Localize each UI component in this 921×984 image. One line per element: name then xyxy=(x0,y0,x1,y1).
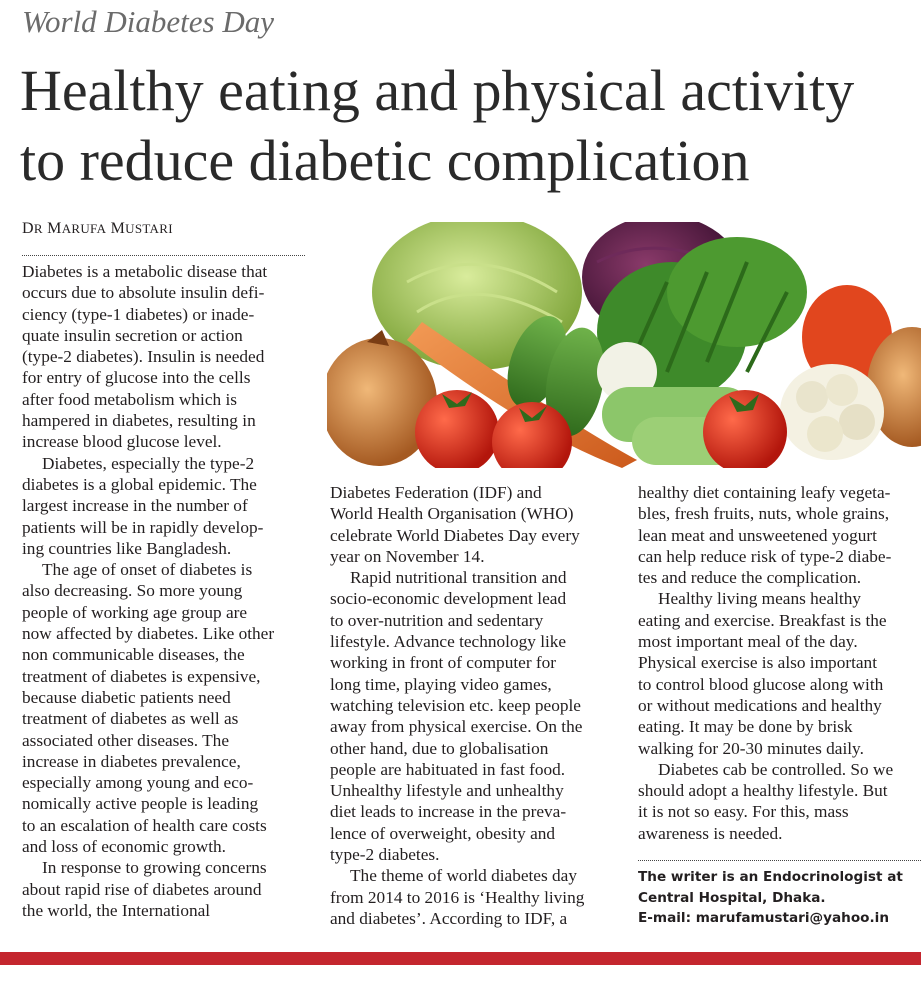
col2-line: long time, playing video games, xyxy=(330,674,552,694)
col1-line: and loss of economic growth. xyxy=(22,837,226,857)
col1-line: quate insulin secretion or action xyxy=(22,325,243,345)
col2-line: from 2014 to 2016 is ‘Healthy living xyxy=(330,887,585,907)
byline-initial-m1: M xyxy=(47,220,62,237)
col1-line: for entry of glucose into the cells xyxy=(22,368,251,388)
col1-line: especially among young and eco- xyxy=(22,773,254,793)
col1-line: non communicable diseases, the xyxy=(22,645,245,665)
col2-line: to over-nutrition and sedentary xyxy=(330,610,544,630)
col3-line: most important meal of the day. xyxy=(638,632,858,652)
col1-line: now affected by diabetes. Like other xyxy=(22,624,275,644)
col1-line: treatment of diabetes as well as xyxy=(22,709,239,729)
col2-line: World Health Organisation (WHO) xyxy=(330,504,574,524)
col2-line: type-2 diabetes. xyxy=(330,845,440,865)
col2-line: away from physical exercise. On the xyxy=(330,717,583,737)
vegetables-photo xyxy=(327,222,921,468)
col2-line: other hand, due to globalisation xyxy=(330,738,549,758)
article-headline xyxy=(20,56,921,196)
vegetables-illustration xyxy=(327,222,921,468)
col1-line: because diabetic patients need xyxy=(22,687,231,707)
col1-line: hampered in diabetes, resulting in xyxy=(22,411,256,431)
col3-line: Healthy living means healthy xyxy=(658,589,862,609)
col1-line: diabetes is a global epidemic. The xyxy=(22,474,257,494)
col3-line: to control blood glucose along with xyxy=(638,674,884,694)
col1-line: occurs due to absolute insulin defi- xyxy=(22,283,265,303)
credit-email: E-mail: marufamustari@yahoo.in xyxy=(638,910,890,926)
col1-line: The age of onset of diabetes is xyxy=(42,560,253,580)
headline-line-2: to reduce diabetic complication xyxy=(20,128,750,193)
col3-line: Diabetes cab be controlled. So we xyxy=(658,759,894,779)
col2-line: diet leads to increase in the preva- xyxy=(330,802,567,822)
col1-line: about rapid rise of diabetes around xyxy=(22,879,262,899)
col3-line: tes and reduce the complication. xyxy=(638,568,862,588)
author-byline xyxy=(22,220,173,238)
col2-line: socio-economic development lead xyxy=(330,589,567,609)
col1-line: also decreasing. So more young xyxy=(22,581,243,601)
col1-line: to an escalation of health care costs xyxy=(22,815,267,835)
col2-line: celebrate World Diabetes Day every xyxy=(330,525,580,545)
credit-divider xyxy=(638,860,921,861)
credit-line: The writer is an Endocrinologist at xyxy=(638,869,903,885)
col3-line: can help reduce risk of type-2 diabe- xyxy=(638,546,892,566)
article-column-2 xyxy=(330,482,625,929)
col2-line: The theme of world diabetes day xyxy=(350,866,577,886)
col3-line: bles, fresh fruits, nuts, whole grains, xyxy=(638,504,890,524)
col1-line: ing countries like Bangladesh. xyxy=(22,538,232,558)
col2-line: lifestyle. Advance technology like xyxy=(330,632,567,652)
section-kicker: World Diabetes Day xyxy=(22,4,274,39)
col3-line: lean meat and unsweetened yogurt xyxy=(638,525,877,545)
col2-line: and diabetes’. According to IDF, a xyxy=(330,908,568,928)
col1-line: associated other diseases. The xyxy=(22,730,229,750)
col2-line: Unhealthy lifestyle and unhealthy xyxy=(330,781,564,801)
col1-line: largest increase in the number of xyxy=(22,496,248,516)
col3-line: should adopt a healthy lifestyle. But xyxy=(638,781,888,801)
col2-line: year on November 14. xyxy=(330,546,485,566)
article-column-3 xyxy=(638,482,921,844)
col3-line: awareness is needed. xyxy=(638,823,783,843)
col2-line: watching television etc. keep people xyxy=(330,695,581,715)
col1-line: people of working age group are xyxy=(22,602,248,622)
col3-line: Physical exercise is also important xyxy=(638,653,878,673)
col1-line: patients will be in rapidly develop- xyxy=(22,517,264,537)
col1-line: Diabetes is a metabolic disease that xyxy=(22,262,268,281)
col2-line: people are habituated in fast food. xyxy=(330,759,566,779)
byline-initial-m2: M xyxy=(110,220,126,237)
col1-line: increase in diabetes prevalence, xyxy=(22,751,241,771)
byline-divider xyxy=(22,255,305,256)
col2-line: working in front of computer for xyxy=(330,653,557,673)
col1-line: (type-2 diabetes). Insulin is needed xyxy=(22,347,265,367)
col3-line: healthy diet containing leafy vegeta- xyxy=(638,483,891,502)
article-column-1 xyxy=(22,261,312,921)
byline-initial-d: D xyxy=(22,220,34,237)
author-credit xyxy=(638,867,921,929)
col3-line: or without medications and healthy xyxy=(638,695,882,715)
col1-line: Diabetes, especially the type-2 xyxy=(42,453,255,473)
byline-sc-ustari: USTARI xyxy=(125,221,173,236)
byline-sc-r: R xyxy=(33,221,43,236)
col1-line: after food metabolism which is xyxy=(22,389,238,409)
col1-line: treatment of diabetes is expensive, xyxy=(22,666,261,686)
col1-line: ciency (type-1 diabetes) or inade- xyxy=(22,304,255,324)
col1-line: nomically active people is leading xyxy=(22,794,259,814)
col3-line: walking for 20-30 minutes daily. xyxy=(638,738,864,758)
byline-sc-arufa: ARUFA xyxy=(61,221,107,236)
col2-line: lence of overweight, obesity and xyxy=(330,823,556,843)
col1-line: In response to growing concerns xyxy=(42,858,267,878)
col3-line: it is not so easy. For this, mass xyxy=(638,802,849,822)
col3-line: eating and exercise. Breakfast is the xyxy=(638,610,887,630)
headline-line-1: Healthy eating and physical activity xyxy=(20,58,855,123)
credit-line: Central Hospital, Dhaka. xyxy=(638,889,826,906)
col3-line: eating. It may be done by brisk xyxy=(638,717,853,737)
col2-line: Rapid nutritional transition and xyxy=(350,568,567,588)
col1-line: increase blood glucose level. xyxy=(22,432,222,452)
col1-line: the world, the International xyxy=(22,900,211,920)
footer-accent-bar xyxy=(0,952,921,965)
col2-line: Diabetes Federation (IDF) and xyxy=(330,483,542,502)
